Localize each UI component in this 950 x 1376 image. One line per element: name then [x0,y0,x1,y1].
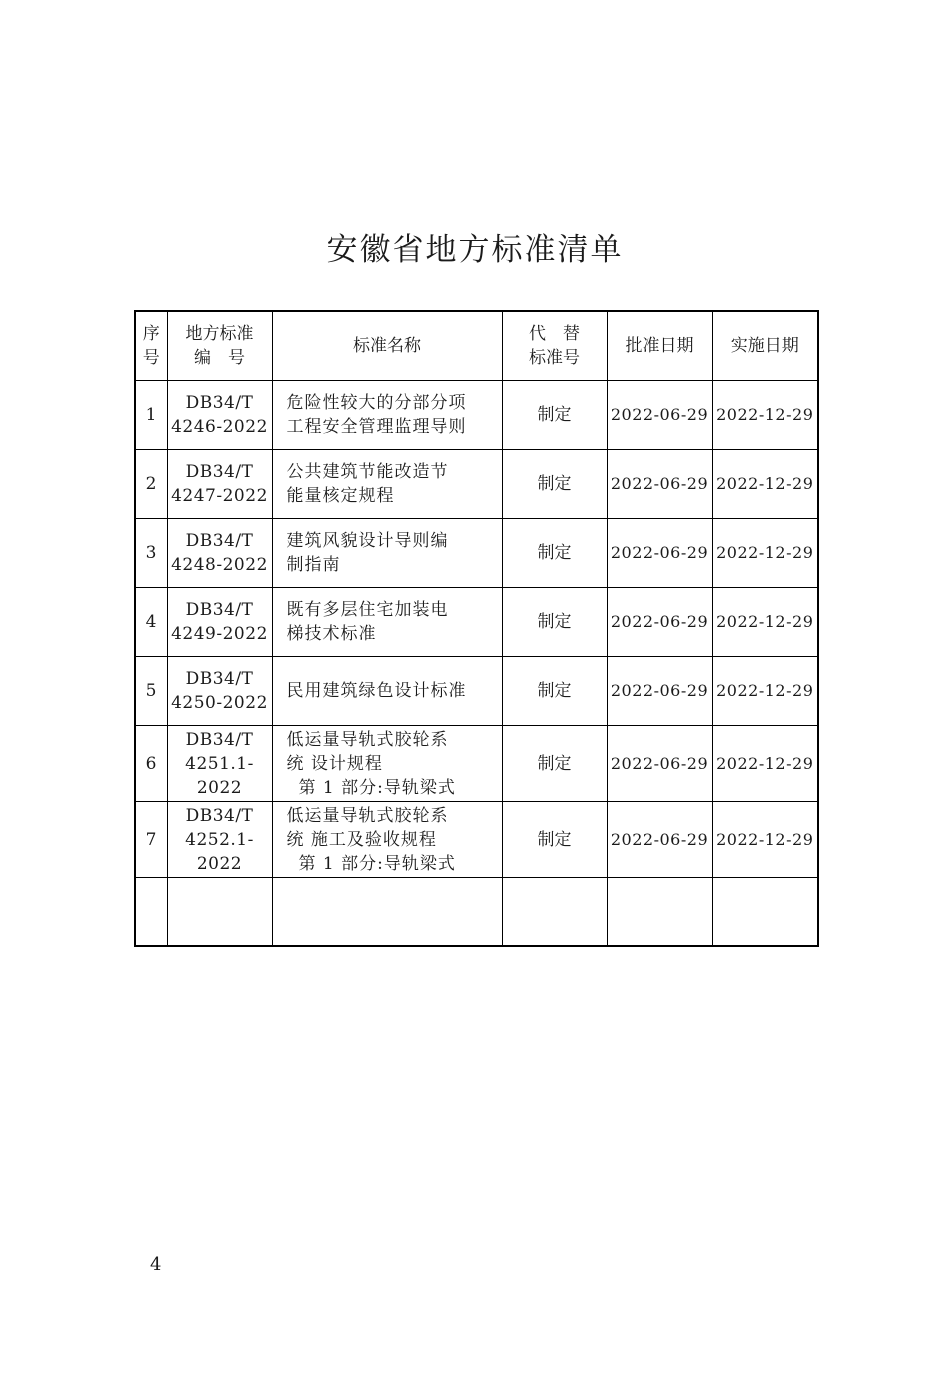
cell-empty [272,878,502,947]
cell-seq: 6 [135,726,167,802]
cell-seq: 4 [135,588,167,657]
cell-implement-date: 2022-12-29 [712,381,818,450]
cell-code [167,726,272,802]
cell-name-line2: 工程安全管理监理导则 [286,417,467,437]
cell-approve-date: 2022-06-29 [607,657,712,726]
cell-empty [607,878,712,947]
cell-name-line1: 危险性较大的分部分项 [286,393,467,413]
cell-code-line1: DB34/T [185,393,254,413]
cell-code [167,450,272,519]
cell-approve-date: 2022-06-29 [607,381,712,450]
header-replace-line1: 代 替 [529,324,580,344]
cell-seq: 1 [135,381,167,450]
cell-implement-date: 2022-12-29 [712,519,818,588]
table-header-row [135,311,818,381]
header-name: 标准名称 [272,311,502,381]
cell-name-line2: 梯技术标准 [286,624,377,644]
cell-name [272,657,502,726]
table-row [135,657,818,726]
cell-approve-date: 2022-06-29 [607,726,712,802]
header-replace [502,311,607,381]
cell-name [272,381,502,450]
cell-name-line1: 民用建筑绿色设计标准 [286,681,467,701]
cell-name [272,726,502,802]
cell-seq: 2 [135,450,167,519]
cell-seq: 7 [135,802,167,878]
cell-name-line2: 制指南 [286,555,341,575]
table-row [135,588,818,657]
cell-name-line1: 公共建筑节能改造节 [286,462,449,482]
cell-code-line2: 4249-2022 [171,624,268,644]
cell-name [272,802,502,878]
cell-implement-date: 2022-12-29 [712,726,818,802]
cell-code [167,802,272,878]
cell-code [167,381,272,450]
table-row [135,519,818,588]
cell-name-line2: 能量核定规程 [286,486,395,506]
cell-empty [167,878,272,947]
page-number: 4 [150,1254,162,1275]
cell-code-line2: 4246-2022 [171,417,268,437]
cell-approve-date: 2022-06-29 [607,450,712,519]
cell-seq: 3 [135,519,167,588]
cell-code-line1: DB34/T [185,669,254,689]
cell-code-line2: 4252.1-2022 [185,829,254,874]
cell-code-line1: DB34/T [185,729,254,750]
cell-replace: 制定 [502,450,607,519]
header-replace-line2: 标准号 [529,348,580,368]
cell-code-line1: DB34/T [185,805,254,826]
cell-name-line1: 建筑风貌设计导则编 [286,531,449,551]
cell-code-line1: DB34/T [185,600,254,620]
cell-replace: 制定 [502,726,607,802]
cell-code-line2: 4247-2022 [171,486,268,506]
table-row [135,381,818,450]
cell-empty [135,878,167,947]
cell-code-line2: 4250-2022 [171,693,268,713]
document-title: 安徽省地方标准清单 [326,232,624,268]
cell-name-line3: 第 1 部分:导轨梁式 [298,853,456,874]
header-code-line1: 地方标准 [185,324,254,344]
header-implement-date: 实施日期 [712,311,818,381]
cell-approve-date: 2022-06-29 [607,519,712,588]
standards-table [134,310,819,947]
cell-replace: 制定 [502,657,607,726]
header-code [167,311,272,381]
cell-name-line1: 低运量导轨式胶轮系 [286,729,449,750]
table-row [135,726,818,802]
cell-code-line1: DB34/T [185,531,254,551]
header-seq-line2: 号 [142,348,160,368]
cell-code-line2: 4248-2022 [171,555,268,575]
cell-code-line2: 4251.1-2022 [185,753,254,798]
cell-name [272,450,502,519]
table-row [135,802,818,878]
cell-seq: 5 [135,657,167,726]
header-seq [135,311,167,381]
table-row [135,450,818,519]
cell-name-line2: 统 施工及验收规程 [286,829,437,850]
cell-implement-date: 2022-12-29 [712,450,818,519]
cell-approve-date: 2022-06-29 [607,588,712,657]
cell-name [272,588,502,657]
cell-name-line2: 统 设计规程 [286,753,383,774]
cell-implement-date: 2022-12-29 [712,657,818,726]
cell-implement-date: 2022-12-29 [712,802,818,878]
header-approve-date: 批准日期 [607,311,712,381]
cell-implement-date: 2022-12-29 [712,588,818,657]
cell-replace: 制定 [502,519,607,588]
header-seq-line1: 序 [142,324,160,344]
cell-name [272,519,502,588]
cell-replace: 制定 [502,802,607,878]
cell-code [167,519,272,588]
cell-code [167,657,272,726]
cell-code-line1: DB34/T [185,462,254,482]
cell-empty [502,878,607,947]
header-code-line2: 编 号 [194,348,245,368]
cell-empty [712,878,818,947]
cell-name-line3: 第 1 部分:导轨梁式 [298,777,456,798]
cell-approve-date: 2022-06-29 [607,802,712,878]
cell-name-line1: 低运量导轨式胶轮系 [286,805,449,826]
cell-replace: 制定 [502,588,607,657]
table-row-empty [135,878,818,947]
cell-name-line1: 既有多层住宅加装电 [286,600,449,620]
cell-replace: 制定 [502,381,607,450]
cell-code [167,588,272,657]
